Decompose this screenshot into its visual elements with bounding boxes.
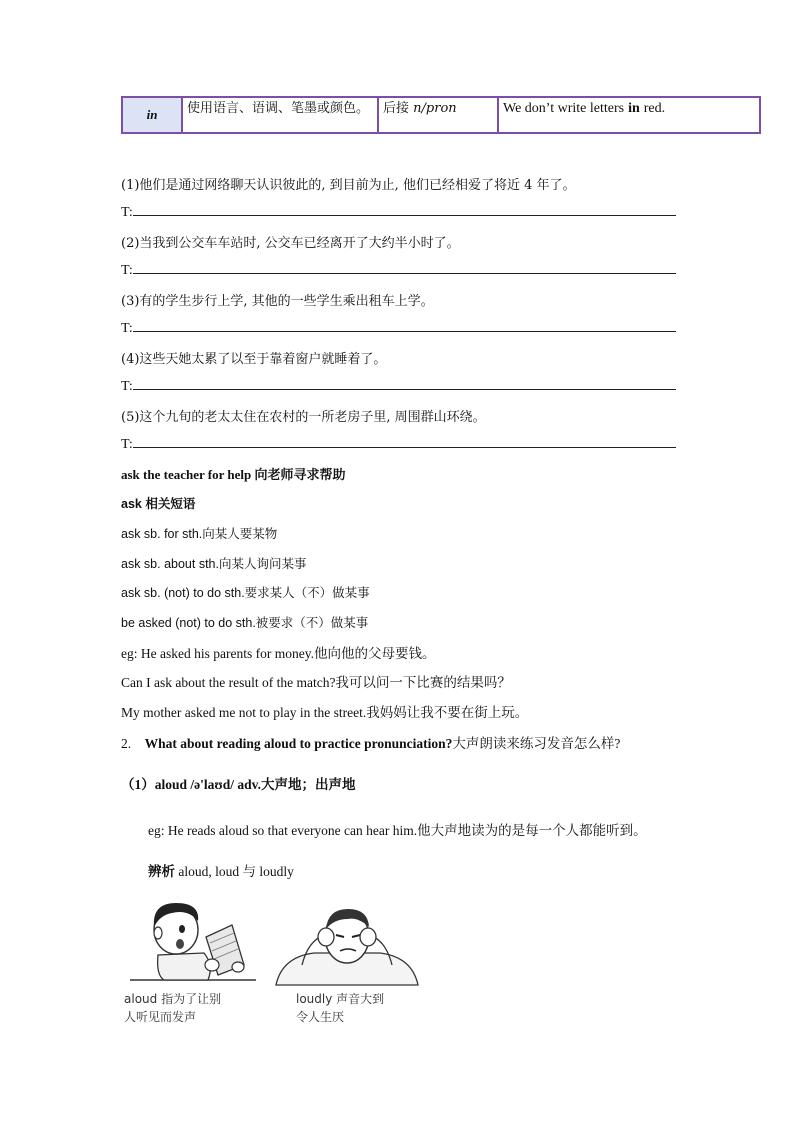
answer-blank bbox=[133, 377, 676, 390]
illustration-caption-2 bbox=[296, 990, 384, 1026]
exercise-question-2: (2)当我到公交车车站时, 公交车已经离开了大约半小时了。 bbox=[121, 236, 460, 251]
table-example-cell bbox=[498, 97, 760, 133]
compare-text: aloud, loud 与 loudly bbox=[175, 864, 294, 879]
table-word-cell: in bbox=[122, 97, 182, 133]
exercise-question-5: (5)这个九旬的老太太住在农村的一所老房子里, 周围群山环绕。 bbox=[121, 410, 486, 425]
usage-table bbox=[121, 96, 761, 134]
table-meaning-cell: 使用语言、语调、笔墨或颜色。 bbox=[182, 97, 378, 133]
caption-line: 人听见而发声 bbox=[124, 1010, 197, 1024]
example-keyword: in bbox=[628, 101, 640, 116]
answer-label: T: bbox=[121, 205, 133, 220]
boy-reading-aloud-icon bbox=[128, 895, 258, 987]
ask-heading: ask the teacher for help 向老师寻求帮助 bbox=[121, 467, 346, 482]
ask-phrase-2: ask sb. about sth.向某人询问某事 bbox=[121, 557, 307, 571]
exercise-answer-5[interactable] bbox=[121, 435, 676, 453]
man-covering-ears-icon bbox=[272, 905, 422, 987]
exercise-answer-3[interactable] bbox=[121, 319, 676, 337]
table-row bbox=[122, 97, 760, 133]
exercise-answer-4[interactable] bbox=[121, 377, 676, 395]
example-after: red. bbox=[643, 101, 666, 116]
ask-phrase-1: ask sb. for sth.向某人要某物 bbox=[121, 527, 278, 541]
item-number: 2. bbox=[121, 736, 132, 751]
ask-phrase-4: be asked (not) to do sth.被要求（不）做某事 bbox=[121, 616, 369, 630]
table-usage-cell bbox=[378, 97, 498, 133]
caption-line: 令人生厌 bbox=[296, 1010, 345, 1024]
caption-line: aloud 指为了让别 bbox=[124, 992, 222, 1006]
ask-example-3: My mother asked me not to play in the street.我妈妈让我不要在街上玩。 bbox=[121, 705, 529, 720]
ask-example-2: Can I ask about the result of the match?我可以问一下比赛的结果吗？ bbox=[121, 675, 511, 690]
ask-subheading: ask 相关短语 bbox=[121, 497, 196, 511]
exercise-answer-1[interactable] bbox=[121, 203, 676, 221]
illustration-caption-1 bbox=[124, 990, 221, 1026]
answer-label: T: bbox=[121, 321, 133, 336]
exercise-question-3: (3)有的学生步行上学, 其他的一些学生乘出租车上学。 bbox=[121, 294, 434, 309]
aloud-heading: （1）aloud /ə'laʊd/ adv.大声地；出声地 bbox=[121, 777, 356, 792]
example-before: We don’t write letters bbox=[503, 101, 625, 116]
exercise-question-4: (4)这些天她太累了以至于靠着窗户就睡着了。 bbox=[121, 352, 387, 367]
answer-blank bbox=[133, 261, 676, 274]
item-question-en: What about reading aloud to practice pronunciation? bbox=[144, 736, 453, 751]
compare-label: 辨析 bbox=[148, 864, 175, 879]
answer-label: T: bbox=[121, 379, 133, 394]
answer-blank bbox=[133, 203, 676, 216]
caption-line: loudly 声音大到 bbox=[296, 992, 385, 1006]
ask-phrase-3: ask sb. (not) to do sth.要求某人（不）做某事 bbox=[121, 586, 370, 600]
ask-example-1: eg: He asked his parents for money.他向他的父母要钱。 bbox=[121, 646, 436, 661]
answer-label: T: bbox=[121, 263, 133, 278]
item-question-cn: 大声朗读来练习发音怎么样? bbox=[452, 736, 621, 751]
usage-italic: n/pron bbox=[413, 101, 457, 116]
item-2-question bbox=[121, 732, 620, 752]
usage-prefix: 后接 bbox=[383, 101, 410, 116]
aloud-compare bbox=[148, 860, 294, 880]
answer-blank bbox=[133, 435, 676, 448]
answer-label: T: bbox=[121, 437, 133, 452]
exercise-question-1: (1)他们是通过网络聊天认识彼此的, 到目前为止, 他们已经相爱了将近 4 年了。 bbox=[121, 178, 576, 193]
aloud-example: eg: He reads aloud so that everyone can hear him.他大声地读为的是每一个人都能听到。 bbox=[148, 823, 647, 838]
answer-blank bbox=[133, 319, 676, 332]
exercise-answer-2[interactable] bbox=[121, 261, 676, 279]
